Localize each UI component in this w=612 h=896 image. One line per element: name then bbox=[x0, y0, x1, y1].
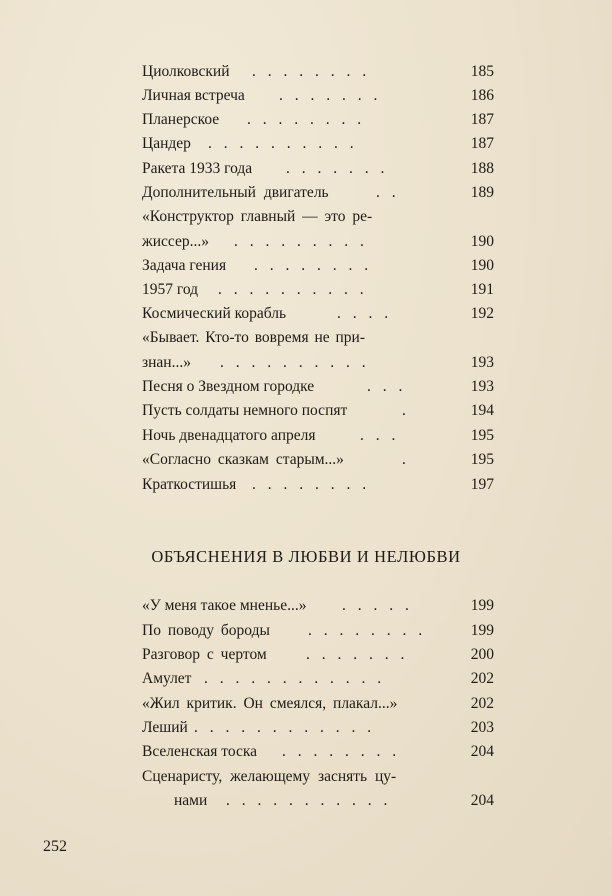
entry-page: 193 bbox=[470, 378, 494, 395]
toc-entry bbox=[142, 376, 494, 398]
entry-title: По поводу бороды bbox=[142, 622, 270, 639]
leader-dots: . . . . . . . bbox=[286, 160, 389, 177]
leader-dots: . . . . . . . . bbox=[308, 622, 427, 639]
entry-page: 199 bbox=[470, 597, 494, 614]
leader-dots: . . . . . . . . . . . . bbox=[204, 670, 386, 687]
leader-dots: . . . . . . . . bbox=[282, 743, 401, 760]
toc-entry bbox=[142, 279, 494, 301]
entry-page: 204 bbox=[470, 743, 494, 760]
entry-title: Разговор с чертом bbox=[142, 646, 267, 663]
entry-title: Амулет bbox=[142, 670, 192, 687]
entry-page: 204 bbox=[470, 792, 494, 809]
entry-page: 187 bbox=[470, 135, 494, 152]
entry-title: Дополнительный двигатель bbox=[142, 184, 329, 201]
page-number: 252 bbox=[43, 838, 67, 855]
leader-dots: . . . . . bbox=[342, 597, 413, 614]
toc-entry bbox=[142, 327, 494, 349]
entry-title: Задача гения bbox=[142, 257, 227, 274]
entry-title: Песня о Звездном городке bbox=[142, 378, 315, 395]
entry-page: 186 bbox=[470, 87, 494, 104]
entry-title: «Бывает. Кто-то вовремя не при- bbox=[142, 329, 365, 346]
entry-title: знан...» bbox=[142, 354, 191, 371]
section-heading: ОБЪЯСНЕНИЯ В ЛЮБВИ И НЕЛЮБВИ bbox=[151, 547, 461, 566]
entry-title: Космический корабль bbox=[142, 305, 287, 322]
entry-page: 190 bbox=[470, 257, 494, 274]
entry-title: Планерское bbox=[142, 111, 220, 128]
entry-page: 192 bbox=[470, 305, 494, 322]
entry-title: Циолковский bbox=[142, 63, 230, 80]
leader-dots: . . . . . . . . . . bbox=[218, 281, 368, 298]
toc-entry bbox=[142, 85, 494, 107]
entry-page: 191 bbox=[470, 281, 494, 298]
entry-title: Ракета 1933 года bbox=[142, 160, 253, 177]
entry-title: «Конструктор главный — это ре- bbox=[142, 208, 373, 225]
toc-entry bbox=[142, 182, 494, 204]
entry-page: 202 bbox=[470, 670, 494, 687]
entry-title: нами bbox=[174, 792, 208, 809]
entry-page: 190 bbox=[470, 233, 494, 250]
entry-title: Краткостишья bbox=[142, 476, 237, 493]
entry-page: 189 bbox=[470, 184, 494, 201]
entry-title: Ночь двенадцатого апреля bbox=[142, 427, 316, 444]
entry-page: 197 bbox=[470, 476, 494, 493]
entry-page: 185 bbox=[470, 63, 494, 80]
entry-page: 195 bbox=[470, 451, 494, 468]
leader-dots: . . . . bbox=[337, 305, 393, 322]
entry-page: 195 bbox=[470, 427, 494, 444]
leader-dots: . bbox=[402, 451, 410, 468]
toc-entry bbox=[142, 693, 494, 715]
leader-dots: . . . . . . . . bbox=[247, 111, 366, 128]
leader-dots: . . . . . . . . . . bbox=[208, 135, 358, 152]
toc-entry bbox=[142, 766, 494, 788]
entry-title: Вселенская тоска bbox=[142, 743, 258, 760]
toc-entry bbox=[142, 61, 494, 83]
leader-dots: . . . . . . . . bbox=[254, 257, 373, 274]
entry-page: 187 bbox=[470, 111, 494, 128]
entry-title: Сценаристу, желающему заснять цу- bbox=[142, 768, 397, 785]
entry-title: Леший bbox=[142, 719, 188, 736]
entry-title: жиссер...» bbox=[142, 233, 209, 250]
leader-dots: . bbox=[402, 402, 410, 419]
leader-dots: . . . . . . . . . bbox=[234, 233, 368, 250]
entry-title: Цандер bbox=[142, 135, 191, 152]
toc-entry bbox=[142, 255, 494, 277]
leader-dots: . . . . . . . . . . . . bbox=[194, 719, 376, 736]
toc-entry bbox=[142, 206, 494, 228]
entry-page: 203 bbox=[470, 719, 494, 736]
leader-dots: . . . . . . . bbox=[279, 87, 382, 104]
leader-dots: . . . bbox=[367, 378, 407, 395]
toc-entry bbox=[142, 741, 494, 763]
entry-title: Личная встреча bbox=[142, 87, 245, 104]
toc-entry bbox=[142, 352, 494, 374]
leader-dots: . . . . . . . . . . . bbox=[226, 792, 392, 809]
entry-page: 194 bbox=[470, 402, 494, 419]
entry-title: «Согласно сказкам старым...» bbox=[142, 451, 344, 468]
entry-title: Пусть солдаты немного поспят bbox=[142, 402, 348, 419]
toc-entry bbox=[142, 400, 494, 422]
entry-title: 1957 год bbox=[142, 281, 199, 298]
entry-title: «Жил критик. Он смеялся, плакал...» bbox=[142, 695, 398, 712]
toc-entry bbox=[142, 620, 494, 642]
toc-entry bbox=[142, 595, 494, 617]
leader-dots: . . . . . . . . . . bbox=[220, 354, 370, 371]
entry-page: 202 bbox=[470, 695, 494, 712]
leader-dots: . . bbox=[376, 184, 400, 201]
leader-dots: . . . . . . . . bbox=[252, 476, 371, 493]
toc-entry bbox=[142, 158, 494, 180]
toc-entry bbox=[142, 303, 494, 325]
toc-entry bbox=[142, 231, 494, 253]
toc-entry bbox=[142, 133, 494, 155]
entry-page: 199 bbox=[470, 622, 494, 639]
toc-entry bbox=[142, 449, 494, 471]
entry-page: 188 bbox=[470, 160, 494, 177]
leader-dots: . . . . . . . bbox=[306, 646, 409, 663]
toc-entry bbox=[142, 668, 494, 690]
toc-entry bbox=[142, 644, 494, 666]
leader-dots: . . . . . . . . bbox=[252, 63, 371, 80]
leader-dots: . . . bbox=[360, 427, 400, 444]
toc-entry bbox=[142, 109, 494, 131]
entry-page: 200 bbox=[470, 646, 494, 663]
entry-page: 193 bbox=[470, 354, 494, 371]
toc-entry bbox=[142, 425, 494, 447]
toc-entry bbox=[142, 790, 494, 812]
entry-title: «У меня такое мненье...» bbox=[142, 597, 307, 614]
toc-entry bbox=[142, 474, 494, 496]
toc-entry bbox=[142, 717, 494, 739]
